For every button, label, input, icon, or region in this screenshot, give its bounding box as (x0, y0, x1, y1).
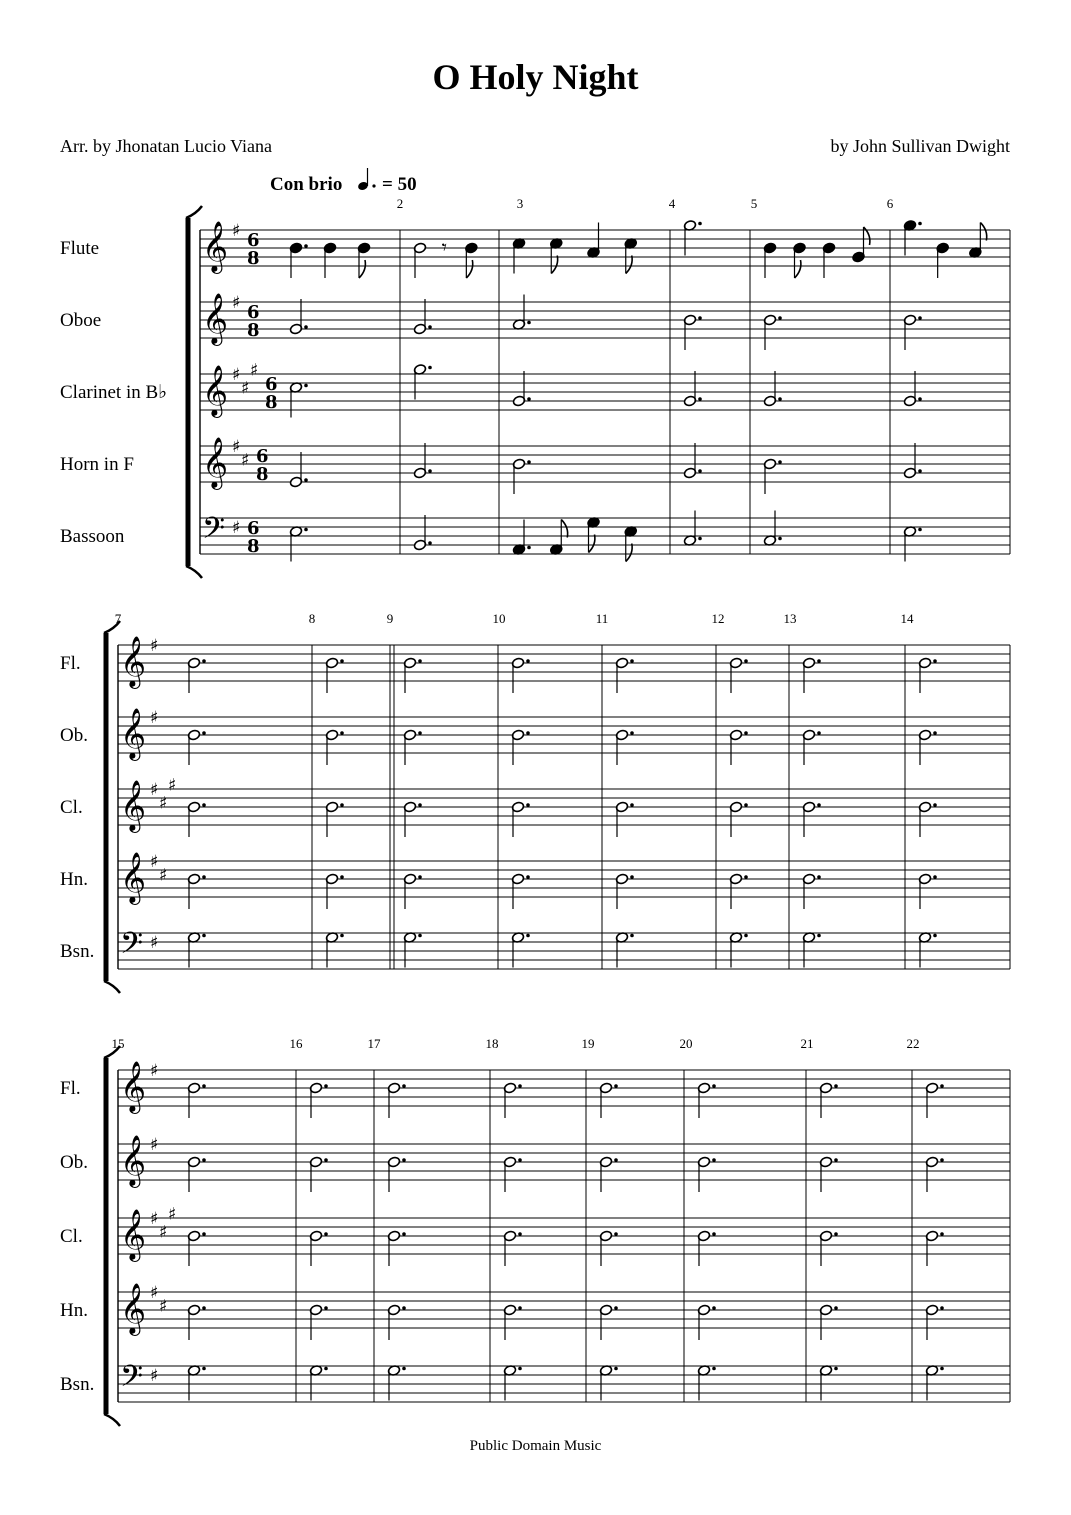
time-signature-bottom: 8 (265, 392, 278, 413)
note-dot (630, 875, 634, 879)
note-dot (918, 528, 922, 532)
measure-number: 17 (367, 1036, 381, 1051)
note-dot (918, 222, 922, 226)
measure-number: 11 (595, 611, 609, 626)
note-dot (527, 546, 531, 550)
sharp-icon: ♯ (241, 450, 250, 471)
note-flag (795, 260, 801, 278)
note-dot (918, 397, 922, 401)
note-dot (428, 541, 432, 545)
note-dot (834, 1232, 838, 1236)
sharp-icon: ♯ (150, 1283, 159, 1303)
note-dot (933, 731, 937, 735)
time-signature-bottom: 8 (247, 320, 260, 341)
footer-text: Public Domain Music (469, 1438, 602, 1454)
note-dot (698, 469, 702, 473)
measure-number: 2 (396, 196, 404, 211)
note-dot (202, 803, 206, 807)
treble-clef-icon: 𝄞 (120, 708, 147, 759)
note-dot (304, 244, 308, 248)
time-signature-top: 6 (247, 230, 260, 251)
note-dot (614, 1084, 618, 1088)
note-dot (518, 1306, 522, 1310)
measure-number: 7 (114, 611, 122, 626)
measure-number: 15 (111, 1036, 125, 1051)
note-dot (744, 659, 748, 663)
measure-number: 8 (308, 611, 316, 626)
note-dot (712, 1158, 716, 1162)
bass-clef-icon: 𝄢 (202, 512, 226, 553)
note-dot (712, 1306, 716, 1310)
instrument-label: Cl. (60, 1226, 83, 1247)
time-signature-bottom: 8 (256, 464, 269, 485)
note-flag (466, 260, 472, 278)
note-dot (324, 1232, 328, 1236)
note-dot (202, 1232, 206, 1236)
instrument-label: Bsn. (60, 941, 95, 962)
note-flag (551, 256, 557, 274)
note-dot (526, 803, 530, 807)
note-dot (778, 537, 782, 541)
time-signature-top: 6 (247, 302, 260, 323)
note-dot (418, 934, 422, 938)
note-dot (526, 875, 530, 879)
note-dot (712, 1232, 716, 1236)
tempo-note-dot (372, 184, 375, 187)
note-dot (712, 1367, 716, 1371)
note-dot (428, 469, 432, 473)
note-dot (402, 1084, 406, 1088)
instrument-label: Fl. (60, 653, 81, 674)
sharp-icon: ♯ (150, 852, 159, 872)
instrument-label: Bassoon (60, 526, 125, 547)
note-dot (324, 1158, 328, 1162)
note-dot (817, 731, 821, 735)
time-signature-top: 6 (256, 446, 269, 467)
measure-number: 10 (492, 611, 506, 626)
instrument-label: Hn. (60, 1300, 88, 1321)
note-dot (202, 1084, 206, 1088)
sharp-icon: ♯ (241, 378, 250, 399)
note-dot (698, 222, 702, 226)
note-dot (933, 803, 937, 807)
note-dot (817, 934, 821, 938)
time-signature-bottom: 8 (247, 248, 260, 269)
note-dot (340, 934, 344, 938)
note-dot (324, 1084, 328, 1088)
note-dot (526, 731, 530, 735)
note-dot (418, 731, 422, 735)
sharp-icon: ♯ (150, 1209, 159, 1229)
note-dot (630, 803, 634, 807)
sharp-icon: ♯ (232, 221, 241, 241)
note-dot (834, 1367, 838, 1371)
measure-number: 22 (906, 1036, 920, 1051)
sharp-icon: ♯ (250, 360, 259, 381)
sharp-icon: ♯ (232, 518, 241, 538)
treble-clef-icon: 𝄞 (202, 437, 229, 488)
instrument-label: Horn in F (60, 454, 134, 475)
note-dot (304, 478, 308, 482)
treble-clef-icon: 𝄞 (120, 1209, 147, 1260)
note-dot (940, 1158, 944, 1162)
note-dot (202, 1158, 206, 1162)
note-flag (561, 520, 567, 538)
note-dot (202, 875, 206, 879)
eighth-rest-icon: 𝄾 (441, 235, 447, 259)
note-flag (626, 256, 632, 274)
score-title: O Holy Night (432, 57, 639, 97)
instrument-label: Bsn. (60, 1374, 95, 1395)
bracket-hook (186, 206, 202, 218)
instrument-label: Cl. (60, 797, 83, 818)
note-dot (527, 397, 531, 401)
note-dot (778, 460, 782, 464)
tempo-value: = 50 (382, 174, 417, 195)
time-signature-top: 6 (247, 518, 260, 539)
time-signature-top: 6 (265, 374, 278, 395)
measure-number: 19 (581, 1036, 595, 1051)
note-dot (202, 1306, 206, 1310)
note-dot (817, 875, 821, 879)
note-dot (614, 1306, 618, 1310)
note-dot (614, 1232, 618, 1236)
note-dot (817, 659, 821, 663)
treble-clef-icon: 𝄞 (120, 636, 147, 687)
sharp-icon: ♯ (232, 365, 241, 385)
treble-clef-icon: 𝄞 (120, 780, 147, 831)
sharp-icon: ♯ (232, 293, 241, 313)
note-dot (418, 659, 422, 663)
note-flag (359, 260, 365, 278)
bracket-hook (186, 566, 202, 578)
note-dot (518, 1158, 522, 1162)
note-dot (940, 1306, 944, 1310)
note-dot (304, 384, 308, 388)
sharp-icon: ♯ (150, 1135, 159, 1155)
note-dot (527, 460, 531, 464)
note-dot (918, 469, 922, 473)
note-dot (518, 1084, 522, 1088)
treble-clef-icon: 𝄞 (202, 221, 229, 272)
instrument-label: Oboe (60, 310, 102, 331)
note-dot (834, 1084, 838, 1088)
note-dot (202, 659, 206, 663)
instrument-label: Hn. (60, 869, 88, 890)
note-dot (324, 1306, 328, 1310)
sharp-icon: ♯ (168, 1204, 177, 1225)
measure-number: 12 (711, 611, 725, 626)
note-dot (744, 731, 748, 735)
treble-clef-icon: 𝄞 (120, 1061, 147, 1112)
time-signature-bottom: 8 (247, 536, 260, 557)
note-dot (940, 1367, 944, 1371)
treble-clef-icon: 𝄞 (202, 293, 229, 344)
measure-number: 4 (668, 196, 676, 211)
note-dot (402, 1158, 406, 1162)
note-dot (630, 934, 634, 938)
note-dot (630, 731, 634, 735)
bracket-hook (104, 981, 120, 993)
note-dot (202, 1367, 206, 1371)
note-dot (940, 1232, 944, 1236)
treble-clef-icon: 𝄞 (120, 1135, 147, 1186)
note-dot (402, 1367, 406, 1371)
note-dot (940, 1084, 944, 1088)
note-dot (834, 1306, 838, 1310)
tempo-marking: Con brio (270, 174, 343, 195)
sharp-icon: ♯ (159, 1296, 168, 1317)
note-dot (428, 325, 432, 329)
note-dot (526, 934, 530, 938)
instrument-label: Ob. (60, 725, 88, 746)
sharp-icon: ♯ (150, 933, 159, 953)
note-flag (980, 223, 986, 241)
note-dot (918, 316, 922, 320)
note-dot (526, 659, 530, 663)
sharp-icon: ♯ (150, 708, 159, 728)
measure-number: 20 (679, 1036, 693, 1051)
sharp-icon: ♯ (232, 437, 241, 457)
note-dot (614, 1367, 618, 1371)
measure-number: 18 (485, 1036, 499, 1051)
composer-credit: by John Sullivan Dwight (830, 136, 1010, 156)
arranger-credit: Arr. by Jhonatan Lucio Viana (60, 136, 273, 156)
note-dot (402, 1232, 406, 1236)
note-dot (518, 1232, 522, 1236)
measure-number: 3 (516, 196, 524, 211)
instrument-label: Clarinet in B♭ (60, 382, 168, 403)
note-dot (202, 731, 206, 735)
note-dot (778, 397, 782, 401)
measure-number: 14 (900, 611, 914, 626)
note-dot (418, 875, 422, 879)
note-dot (340, 803, 344, 807)
measure-number: 9 (386, 611, 394, 626)
treble-clef-icon: 𝄞 (120, 1283, 147, 1334)
measure-number: 5 (750, 196, 758, 211)
note-dot (744, 803, 748, 807)
note-dot (630, 659, 634, 663)
sharp-icon: ♯ (159, 865, 168, 886)
sharp-icon: ♯ (150, 1061, 159, 1081)
note-dot (304, 325, 308, 329)
bass-clef-icon: 𝄢 (120, 1360, 144, 1401)
note-dot (304, 528, 308, 532)
sharp-icon: ♯ (159, 793, 168, 814)
bracket-hook (104, 1414, 120, 1426)
note-dot (340, 875, 344, 879)
note-dot (744, 875, 748, 879)
note-dot (340, 659, 344, 663)
note-dot (712, 1084, 716, 1088)
instrument-label: Flute (60, 238, 100, 259)
note-dot (518, 1367, 522, 1371)
note-dot (324, 1367, 328, 1371)
note-dot (527, 321, 531, 325)
note-dot (202, 934, 206, 938)
note-dot (418, 803, 422, 807)
measure-number: 16 (289, 1036, 303, 1051)
measure-number: 21 (800, 1036, 814, 1051)
note-dot (428, 366, 432, 370)
instrument-label: Ob. (60, 1152, 88, 1173)
note-dot (402, 1306, 406, 1310)
note-dot (698, 537, 702, 541)
bass-clef-icon: 𝄢 (120, 927, 144, 968)
note-dot (744, 934, 748, 938)
note-dot (933, 659, 937, 663)
note-flag (589, 535, 595, 553)
measure-number: 13 (783, 611, 797, 626)
sharp-icon: ♯ (150, 1366, 159, 1386)
measure-number: 6 (886, 196, 894, 211)
note-dot (614, 1158, 618, 1162)
instrument-label: Fl. (60, 1078, 81, 1099)
sharp-icon: ♯ (159, 1222, 168, 1243)
treble-clef-icon: 𝄞 (202, 365, 229, 416)
note-dot (834, 1158, 838, 1162)
note-dot (933, 934, 937, 938)
note-dot (778, 316, 782, 320)
sharp-icon: ♯ (150, 780, 159, 800)
note-dot (340, 731, 344, 735)
treble-clef-icon: 𝄞 (120, 852, 147, 903)
note-dot (698, 316, 702, 320)
note-flag (626, 544, 632, 562)
sharp-icon: ♯ (168, 775, 177, 796)
sharp-icon: ♯ (150, 636, 159, 656)
note-dot (698, 397, 702, 401)
note-dot (817, 803, 821, 807)
note-dot (933, 875, 937, 879)
